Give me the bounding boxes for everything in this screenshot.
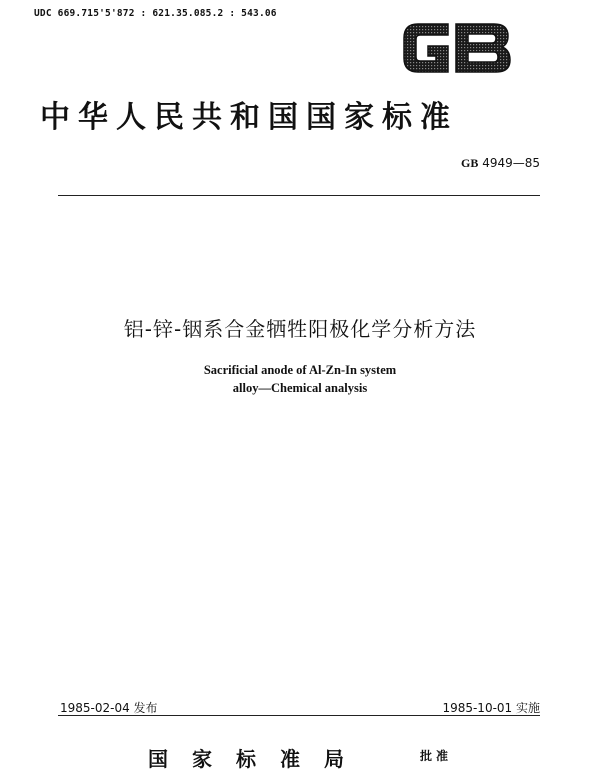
top-divider <box>58 195 540 196</box>
standard-prefix: GB <box>461 156 479 170</box>
standard-number <box>461 156 540 171</box>
issue-date: 1985-02-04 发布 <box>60 701 158 715</box>
document-title-chinese: 铝-锌-铟系合金牺牲阳极化学分析方法 <box>123 317 477 341</box>
gb-logo <box>398 14 516 82</box>
approval-label: 批准 <box>420 749 453 763</box>
bottom-divider <box>58 715 540 716</box>
udc-classification: UDC 669.715'5'872 : 621.35.085.2 : 543.06 <box>34 8 277 19</box>
document-title-english-line1: Sacrificial anode of Al-Zn-In system <box>203 363 397 377</box>
issuing-authority: 国家标准局 <box>148 747 368 771</box>
national-standard-heading: 中华人民共和国国家标准 <box>40 100 458 135</box>
standard-code: 4949—85 <box>482 156 540 170</box>
implementation-date: 1985-10-01 实施 <box>442 701 540 715</box>
document-title-english-line2: alloy—Chemical analysis <box>232 381 368 395</box>
